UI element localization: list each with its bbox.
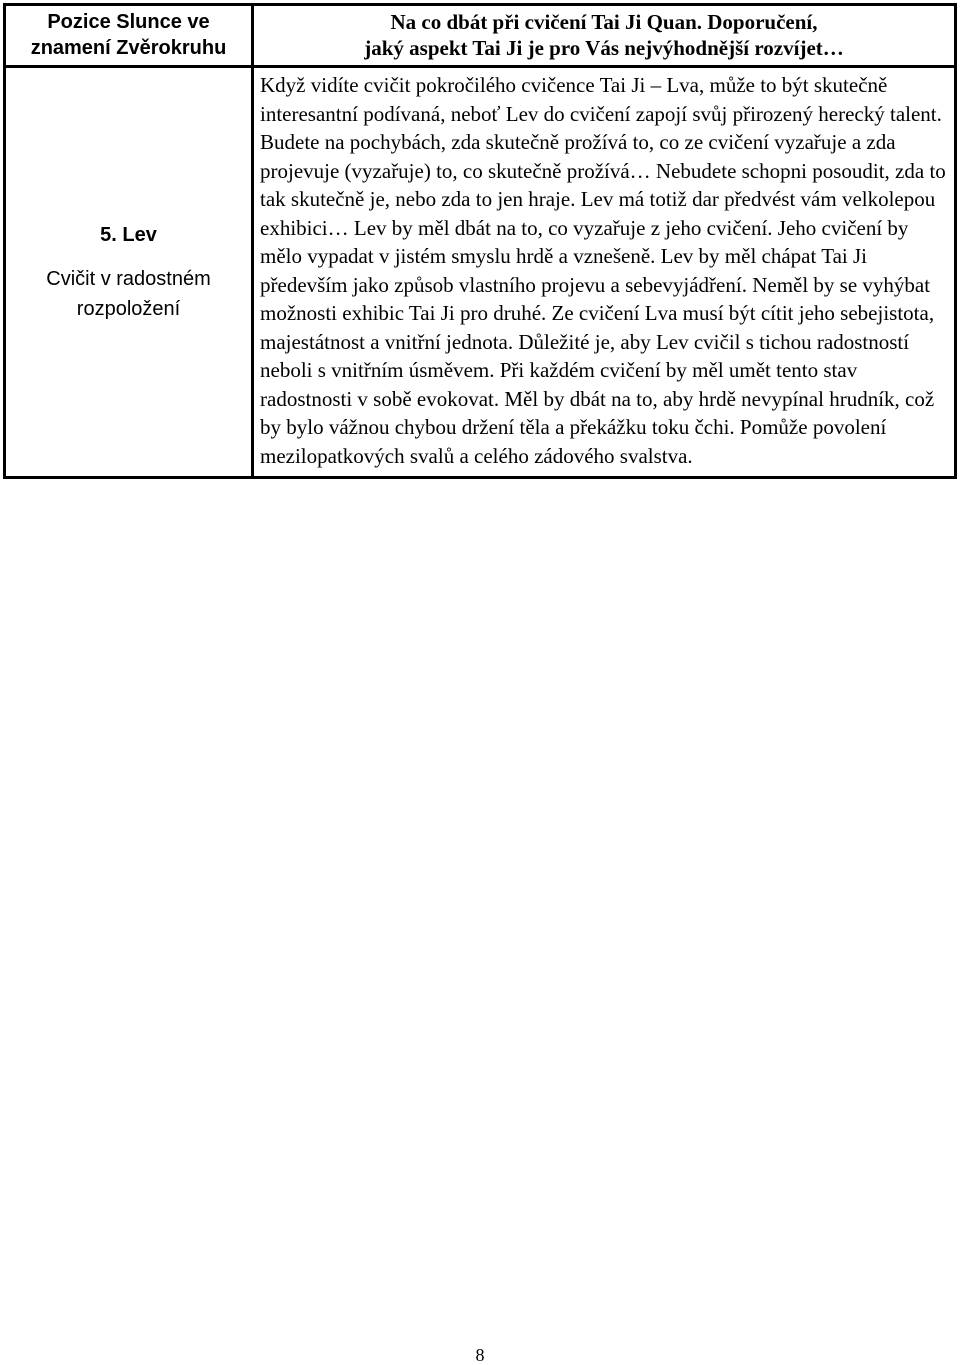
recommendation-text: Když vidíte cvičit pokročilého cvičence Tai Ji – Lva, může to být skutečně interesantní podívaná, neboť Lev do cvičení zapojí svůj přirozený herecký talent. Budete na pochybách, zda skutečně prožívá to, co ze cvičení vyzařuje a zda projevuje (vyzařuje) to, co skutečně prožívá… Nebudete schopni posoudit, zda to tak skutečně je, nebo zda to jen hraje. Lev má totiž dar předvést vám velkolepou exhibici… Lev by měl dbát na to, co vyzařuje z jeho cvičení. Jeho cvičení by mělo vypadat v jistém smyslu hrdě a vznešeně. Lev by měl chápat Tai Ji především jako způsob vlastního projevu a sebevyjádření. Neměl by se vyhýbat možnosti exhibic Tai Ji pro druhé. Ze cvičení Lva musí být cítit jeho sebejistota, majestátnost a vnitřní jednota. Důležité je, aby Lev cvičil s tichou radostností neboli s vnitřním úsměvem. Při každém cvičení by měl umět tento stav radostnosti v sobě evokovat. Měl by dbát na to, aby hrdě nevypínal hrudník, což by bylo vážnou chybou držení těla a překážku toku čchi. Pomůže povolení mezilopatkových svalů a celého zádového svalstva.: [253, 67, 956, 478]
sign-description: Cvičit v radostném rozpoložení: [46, 268, 211, 320]
header-sun-position: Pozice Slunce ve znamení Zvěrokruhu: [5, 5, 253, 67]
header-recommendations: [253, 5, 956, 67]
table-header-row: [5, 5, 956, 67]
sign-name: 5. Lev: [100, 224, 157, 246]
header-recommendations-line1: Na co dbát při cvičení Tai Ji Quan. Doporučení,: [390, 10, 818, 34]
zodiac-tai-ji-table: [3, 3, 957, 479]
page-number: 8: [475, 1345, 485, 1365]
sign-cell: [5, 67, 253, 478]
table-row: [5, 67, 956, 478]
header-recommendations-line2: jaký aspekt Tai Ji je pro Vás nejvýhodnější rozvíjet…: [364, 36, 844, 60]
